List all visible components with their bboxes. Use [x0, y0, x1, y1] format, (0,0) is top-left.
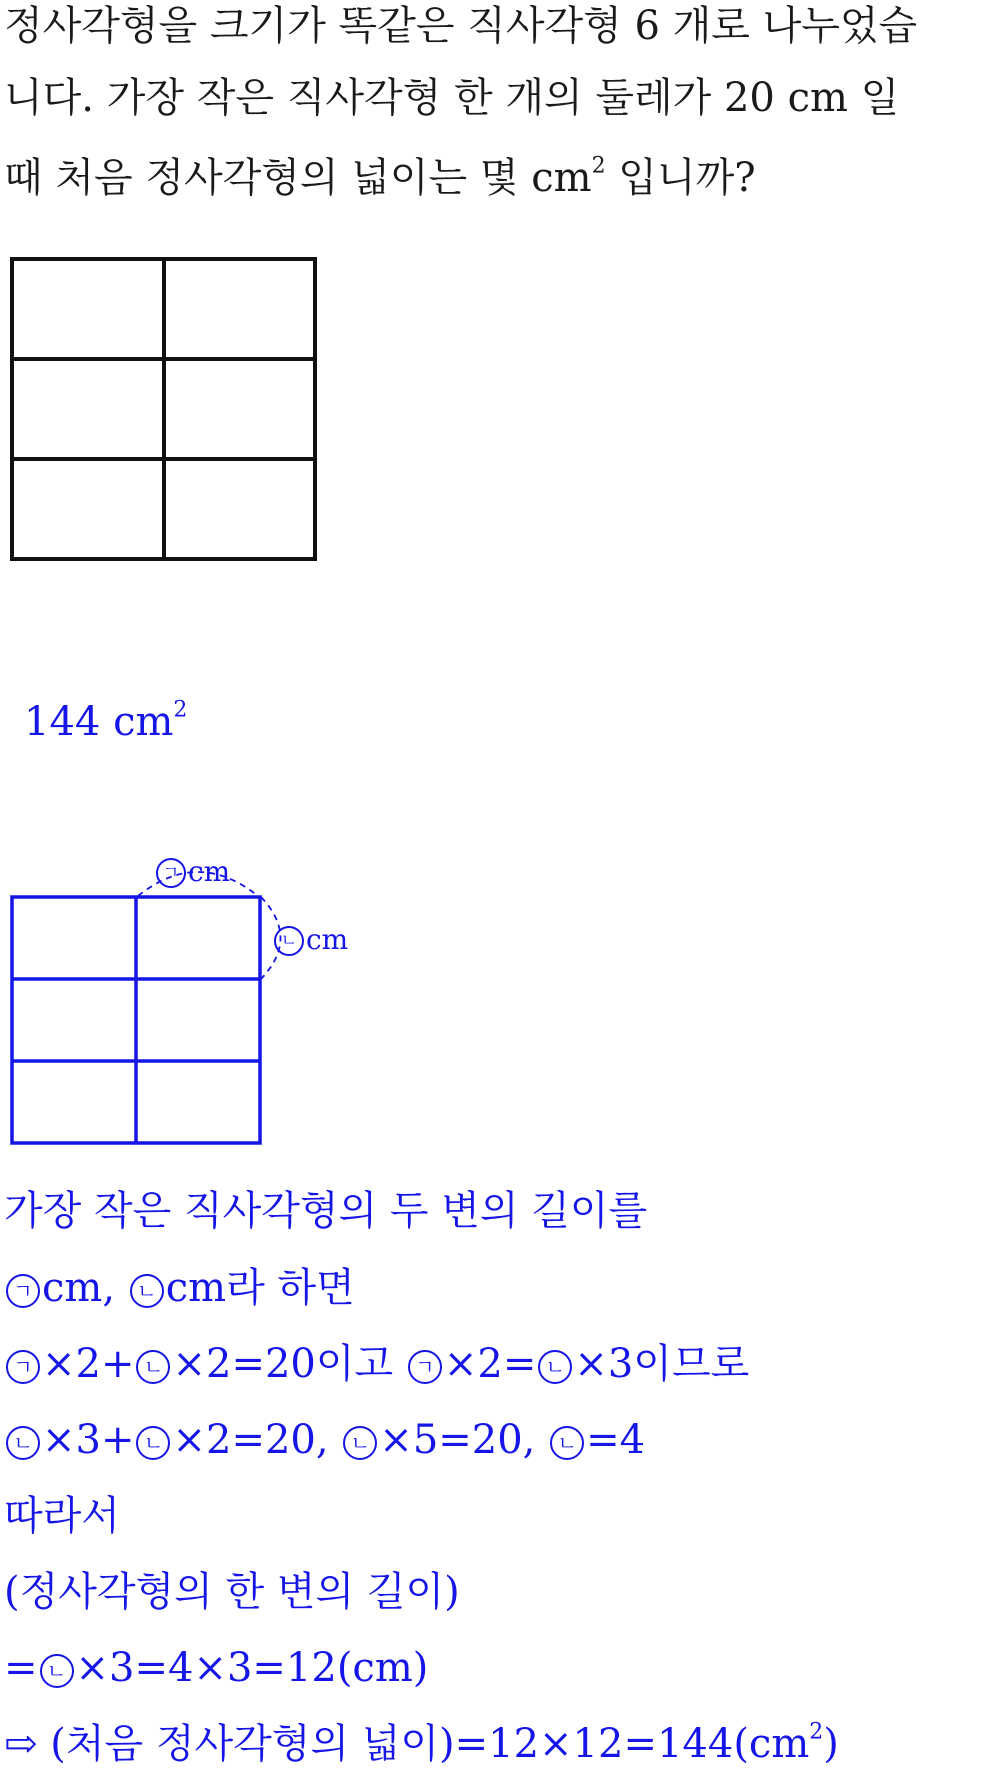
question-line-3 [4, 153, 756, 201]
text: ×3+ [42, 1417, 135, 1463]
question-line-1: 정사각형을 크기가 똑같은 직사각형 6 개로 나누었습 [4, 3, 918, 49]
solution-line-2 [4, 1265, 355, 1311]
text: ×3이므로 [574, 1341, 750, 1387]
solution-square [12, 897, 260, 1143]
circled-nieun-icon: ㄴ [40, 1654, 74, 1688]
text: = [4, 1645, 38, 1691]
text: cm, [42, 1265, 128, 1311]
problem-square [12, 259, 315, 559]
solution-line-8 [4, 1719, 839, 1767]
dimension-arcs [138, 872, 281, 979]
answer-value: 144 cm [24, 699, 174, 745]
circled-nieun-icon: ㄴ [274, 926, 304, 956]
text: ×2=20이고 [172, 1341, 406, 1387]
text: ×3=4×3=12(cm) [75, 1645, 429, 1691]
label-width-unit: cm [188, 855, 231, 888]
text: (처음 정사각형의 넓이)=12×12=144(cm [37, 1721, 810, 1767]
text: =4 [586, 1417, 646, 1463]
circled-nieun-icon: ㄴ [136, 1350, 170, 1384]
circled-nieun-icon: ㄴ [6, 1426, 40, 1460]
question-unit-exponent: 2 [591, 153, 606, 179]
text: cm라 하면 [165, 1265, 355, 1311]
answer [24, 697, 188, 745]
solution-line-1: 가장 작은 직사각형의 두 변의 길이를 [4, 1188, 648, 1234]
label-height-unit: cm [306, 923, 349, 956]
label-width [154, 855, 231, 888]
circled-giyeok-icon: ㄱ [408, 1350, 442, 1384]
solution-line-5: 따라서 [4, 1493, 120, 1539]
circled-nieun-icon: ㄴ [343, 1426, 377, 1460]
text: ×5=20, [379, 1417, 549, 1463]
circled-nieun-icon: ㄴ [538, 1350, 572, 1384]
solution-line-3 [4, 1341, 750, 1387]
solution-line-4 [4, 1417, 646, 1463]
text: ×2= [443, 1341, 537, 1387]
exponent: 2 [809, 1719, 824, 1745]
circled-nieun-icon: ㄴ [136, 1426, 170, 1460]
right-arrow-icon: ⇨ [4, 1721, 38, 1767]
label-height [272, 923, 349, 956]
circled-giyeok-icon: ㄱ [6, 1274, 40, 1308]
question-line-3-end: 입니까? [605, 155, 756, 201]
solution-line-6: (정사각형의 한 변의 길이) [4, 1569, 460, 1615]
circled-nieun-icon: ㄴ [130, 1274, 164, 1308]
circled-nieun-icon: ㄴ [550, 1426, 584, 1460]
question-line-3-text: 때 처음 정사각형의 넓이는 몇 cm [4, 155, 592, 201]
text: ) [823, 1721, 839, 1767]
circled-giyeok-icon: ㄱ [6, 1350, 40, 1384]
answer-exponent: 2 [173, 697, 188, 723]
text: ×2+ [42, 1341, 135, 1387]
text: ×2=20, [172, 1417, 342, 1463]
solution-line-7 [4, 1645, 429, 1691]
question-line-2: 니다. 가장 작은 직사각형 한 개의 둘레가 20 cm 일 [4, 75, 900, 121]
circled-giyeok-icon: ㄱ [156, 858, 186, 888]
